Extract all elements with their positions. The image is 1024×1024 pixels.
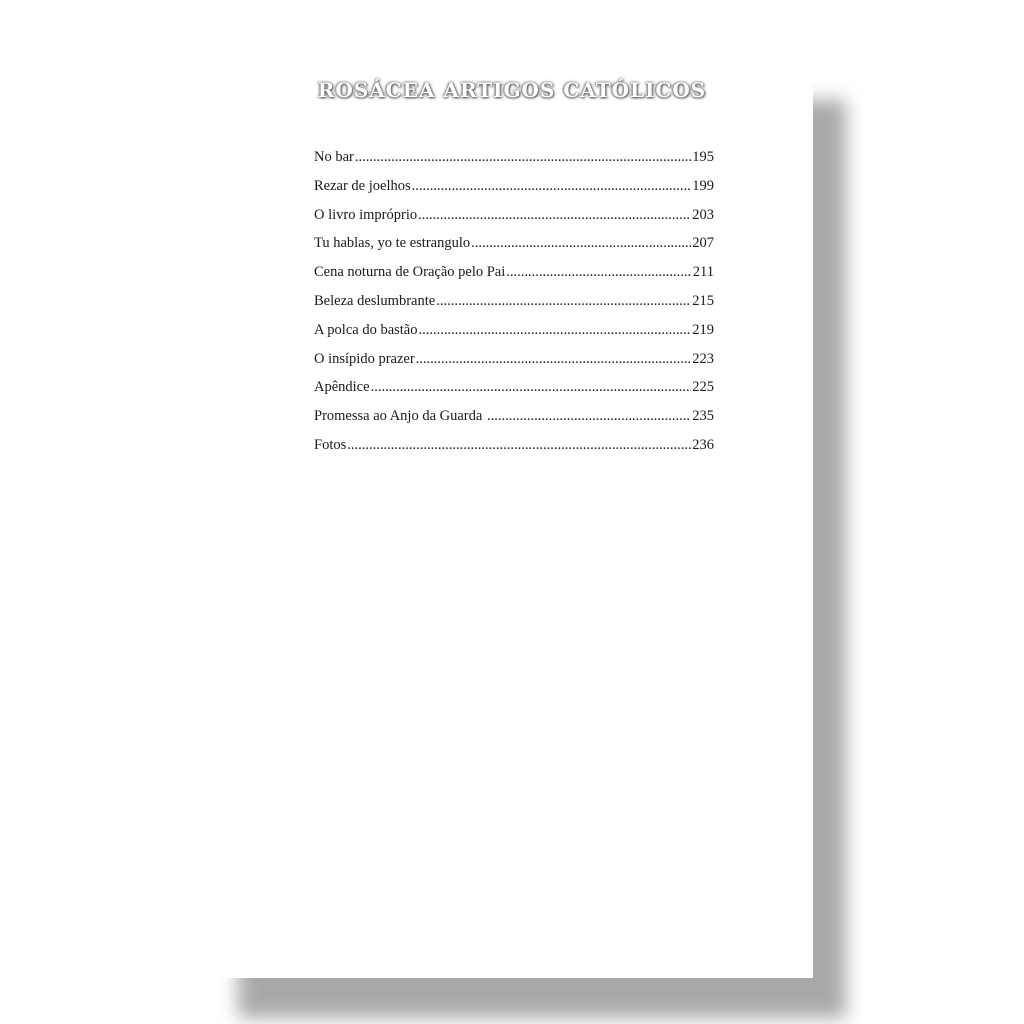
dot-leader — [371, 373, 692, 402]
toc-entry-title: Rezar de joelhos — [314, 177, 411, 194]
toc-entry-title: Fotos — [314, 436, 347, 453]
toc-entry-page: 207 — [692, 235, 714, 252]
toc-entry — [314, 431, 714, 460]
toc-entry-page: 195 — [692, 149, 714, 165]
toc-entry — [314, 143, 714, 172]
dot-leader — [487, 402, 691, 431]
toc-entry — [314, 345, 714, 374]
toc-entry — [314, 201, 714, 230]
toc-entry-title: No bar — [314, 149, 354, 165]
toc-entry — [314, 172, 714, 201]
toc-entry — [314, 373, 714, 402]
toc-entry-page: 235 — [692, 408, 714, 425]
dot-leader — [355, 143, 691, 172]
toc-entry-page: 236 — [692, 436, 714, 453]
watermark-text: ROSÁCEA ARTIGOS CATÓLICOS — [317, 78, 707, 102]
toc-entry-title: O insípido prazer — [314, 350, 415, 367]
dot-leader — [347, 431, 691, 460]
toc-entry-page: 199 — [692, 177, 714, 194]
dot-leader — [471, 229, 691, 258]
dot-leader — [436, 287, 691, 316]
toc-entry — [314, 229, 714, 258]
toc-entry-title: Beleza deslumbrante — [314, 292, 436, 309]
dot-leader — [419, 316, 692, 345]
toc-entry — [314, 316, 714, 345]
dot-leader — [418, 201, 691, 230]
toc-entry — [314, 287, 714, 316]
toc-entry-page: 203 — [692, 206, 714, 223]
toc-entry-page: 215 — [692, 292, 714, 309]
toc-entry — [314, 402, 714, 431]
toc-entry — [314, 258, 714, 287]
table-of-contents — [314, 143, 714, 460]
dot-leader — [412, 172, 692, 201]
toc-entry-title: Tu hablas, yo te estrangulo — [314, 235, 471, 252]
dot-leader — [416, 345, 692, 374]
toc-entry-page: 225 — [692, 379, 714, 396]
toc-entry-page: 223 — [692, 350, 714, 367]
toc-entry-title: O livro impróprio — [314, 206, 418, 223]
toc-entry-title: Promessa ao Anjo da Guarda — [314, 408, 486, 425]
toc-entry-title: Apêndice — [314, 379, 370, 396]
toc-entry-page: 211 — [692, 264, 714, 281]
dot-leader — [506, 258, 692, 287]
toc-entry-title: Cena noturna de Oração pelo Pai — [314, 264, 506, 281]
toc-entry-title: A polca do bastão — [314, 321, 418, 338]
toc-entry-page: 219 — [692, 321, 714, 338]
